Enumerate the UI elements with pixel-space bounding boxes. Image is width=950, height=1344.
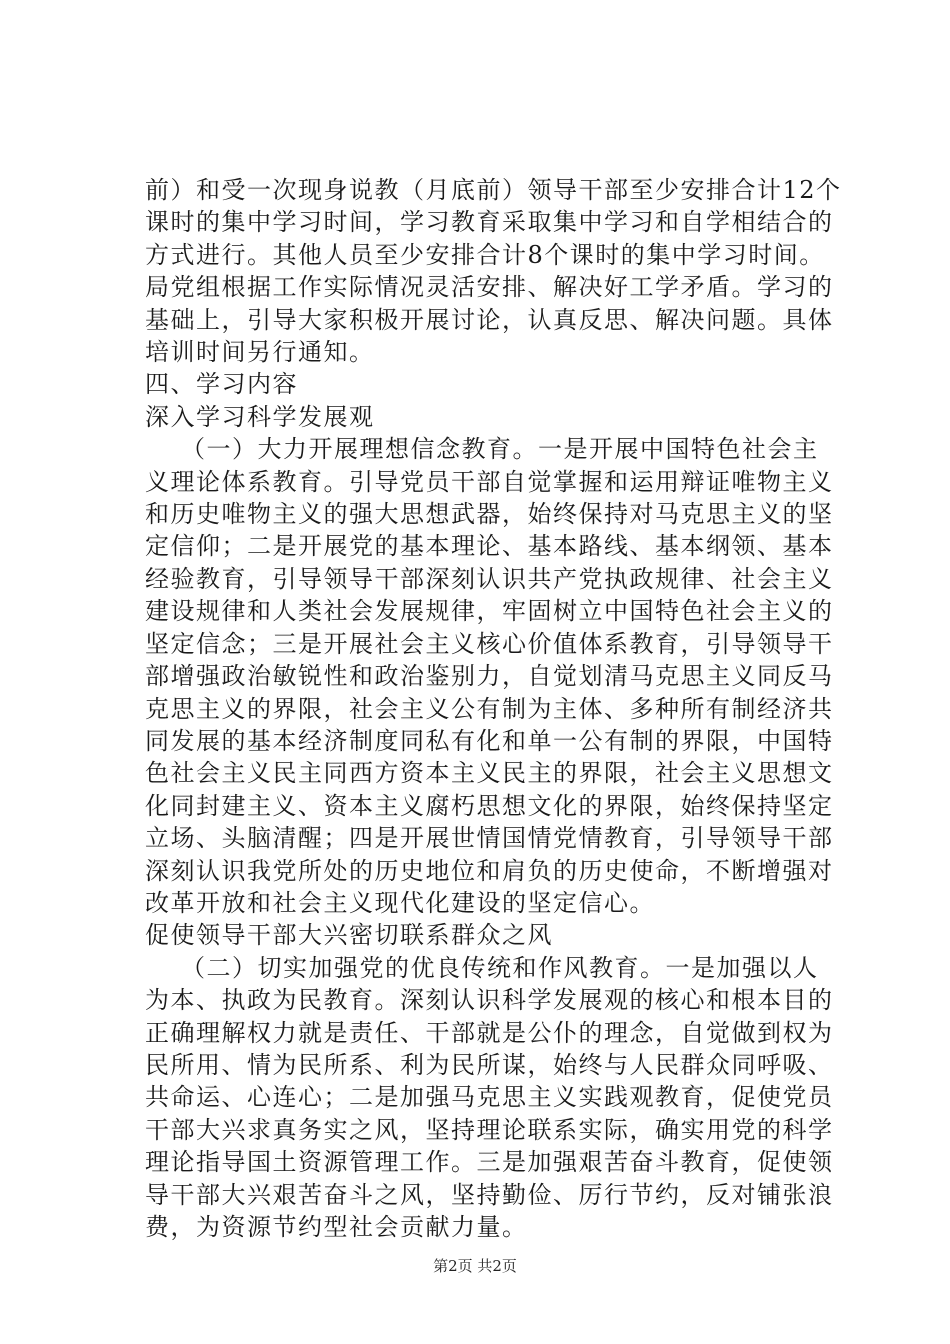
heading-text: 促使领导干部大兴密切联系群众之风: [145, 921, 553, 950]
text-line: 导干部大兴艰苦奋斗之风，坚持勤俭、厉行节约，反对铺张浪: [145, 1180, 834, 1209]
text-line: 部增强政治敏锐性和政治鉴别力，自觉划清马克思主义同反马: [145, 662, 834, 691]
text-line: 定信仰；二是开展党的基本理论、基本路线、基本纲领、基本: [145, 532, 834, 561]
text-line: 理论指导国土资源管理工作。三是加强艰苦奋斗教育，促使领: [145, 1148, 834, 1177]
document-body: [145, 174, 842, 1243]
text-line: 义理论体系教育。引导党员干部自觉掌握和运用辩证唯物主义: [145, 467, 834, 496]
text-line: 坚定信念；三是开展社会主义核心价值体系教育，引导领导干: [145, 629, 834, 658]
text-line: 和历史唯物主义的强大思想武器，始终保持对马克思主义的坚: [145, 500, 834, 529]
paragraph-work-style-education: [145, 952, 834, 1244]
text-line: （二）切实加强党的优良传统和作风教育。一是加强以人: [181, 953, 819, 982]
text-line: 经验教育，引导领导干部深刻认识共产党执政规律、社会主义: [145, 564, 834, 593]
text-line: 同发展的基本经济制度同私有化和单一公有制的界限，中国特: [145, 726, 834, 755]
text-line: 克思主义的界限，社会主义公有制为主体、多种所有制经济共: [145, 694, 834, 723]
text-line: 干部大兴求真务实之风，坚持理论联系实际，确实用党的科学: [145, 1115, 834, 1144]
text-line: 色社会主义民主同西方资本主义民主的界限，社会主义思想文: [145, 759, 834, 788]
text-line: 基础上，引导大家积极开展讨论，认真反思、解决问题。具体: [145, 305, 834, 334]
subheading-scientific-development: [145, 401, 815, 433]
text-line: 为本、执政为民教育。深刻认识科学发展观的核心和根本目的: [145, 986, 834, 1015]
subheading-mass-line: [145, 919, 815, 951]
text-line: 局党组根据工作实际情况灵活安排、解决好工学矛盾。学习的: [145, 273, 834, 302]
text-line: 培训时间另行通知。: [145, 338, 375, 367]
text-line: （一）大力开展理想信念教育。一是开展中国特色社会主: [181, 435, 819, 464]
text-line: 化同封建主义、资本主义腐朽思想文化的界限，始终保持坚定: [145, 791, 834, 820]
text-line: 课时的集中学习时间，学习教育采取集中学习和自学相结合的: [145, 208, 834, 237]
text-line: 共命运、心连心；二是加强马克思主义实践观教育，促使党员: [145, 1083, 834, 1112]
heading-text: 深入学习科学发展观: [145, 402, 375, 431]
text-line: 方式进行。其他人员至少安排合计8个课时的集中学习时间。: [145, 240, 825, 269]
heading-text: 四、学习内容: [145, 370, 298, 399]
paragraph-ideals-education: [145, 433, 834, 919]
text-line: 深刻认识我党所处的历史地位和肩负的历史使命，不断增强对: [145, 856, 834, 885]
text-line: 改革开放和社会主义现代化建设的坚定信心。: [145, 888, 655, 917]
text-line: 前）和受一次现身说教（月底前）领导干部至少安排合计12个: [145, 176, 842, 204]
text-line: 立场、头脑清醒；四是开展世情国情党情教育，引导领导干部: [145, 824, 834, 853]
page-number-footer: 第2页 共2页: [433, 1257, 517, 1275]
section-heading-learning-content: [145, 368, 815, 400]
text-line: 正确理解权力就是责任、干部就是公仆的理念，自觉做到权为: [145, 1018, 834, 1047]
paragraph-intro: [145, 174, 842, 368]
text-line: 民所用、情为民所系、利为民所谋，始终与人民群众同呼吸、: [145, 1050, 834, 1079]
text-line: 建设规律和人类社会发展规律，牢固树立中国特色社会主义的: [145, 597, 834, 626]
text-line: 费，为资源节约型社会贡献力量。: [145, 1213, 528, 1241]
